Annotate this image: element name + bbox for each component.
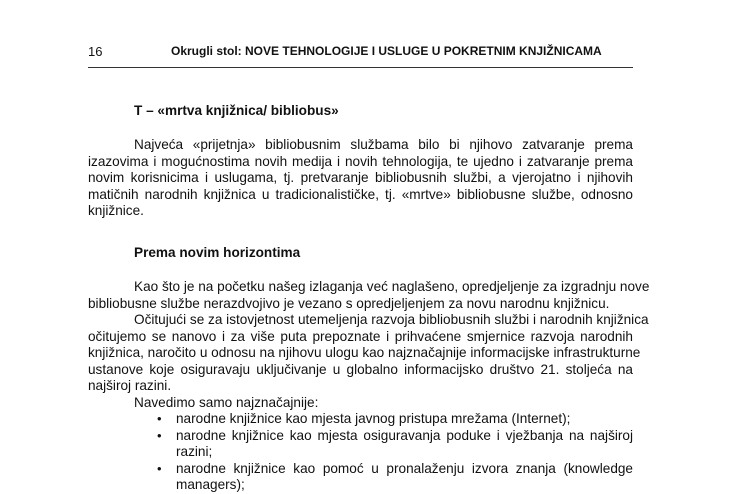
text-line: matičnih narodnih knjižnica u tradicionalističke, tj. «mrtve» bibliobusne službe, odnosno [88, 186, 633, 202]
list-item-text: razini; [176, 444, 213, 460]
list-item-text: managers); [176, 477, 245, 493]
text-line: Očitujući se za istovjetnost utemeljenja razvoja bibliobusnih službi i narodnih knjižnica [134, 312, 649, 327]
section-heading-novi-horizonti: Prema novim horizontima [134, 245, 301, 260]
bullet-icon: • [157, 411, 162, 426]
bullet-list [157, 405, 633, 494]
running-header-title: NOVE TEHNOLOGIJE I USLUGE U POKRETNIM KNJIŽNICAMA [245, 44, 602, 58]
list-item-text: narodne knjižnice kao mjesta osiguravanja poduke i vježbanja na najširoj [176, 427, 633, 443]
text-line: najširoj razini. [88, 378, 172, 394]
text-line: Najveća «prijetnja» bibliobusnim službama bilo bi njihovo zatvaranje prema [134, 137, 633, 152]
text-line: očitujemo se nanovo i za više puta prepoznate i prihvaćene smjernice razvoja narodnih [88, 328, 633, 344]
paragraph-intro [88, 279, 650, 312]
running-header [171, 44, 602, 58]
header-divider [88, 67, 633, 68]
list-item [157, 428, 633, 461]
list-item-text: narodne knjižnice kao mjesta javnog pristupa mrežama (Internet); [176, 411, 571, 426]
list-item [157, 461, 633, 494]
page-number: 16 [88, 44, 103, 59]
section-heading-mrtva-knjiznica: T – «mrtva knjižnica/ bibliobus» [134, 103, 339, 118]
paragraph-guidelines [88, 312, 649, 395]
text-line: ustanove koje osiguravaju uključivanje u globalno informacijsko društvo 21. stoljeća na [88, 361, 633, 377]
bullet-icon: • [157, 427, 162, 443]
text-line: izazovima i mogućnostima novih medija i novih tehnologija, te ujedno i zatvaranje prema [88, 153, 633, 169]
list-item-text: narodne knjižnice kao pomoć u pronalaženju izvora znanja (knowledge [176, 460, 633, 476]
text-line: bibliobusne službe nerazdvojivo je vezano s opredjeljenjem za novu narodnu knjižnicu. [88, 295, 610, 311]
text-line: Kao što je na početku našeg izlaganja već naglašeno, opredjeljenje za izgradnju nove [134, 279, 650, 294]
paragraph-threat [88, 137, 633, 220]
list-item [157, 411, 633, 428]
text-line: novim korisnicima i uslugama, tj. pretvaranje bibliobusnih službi, a vjerojatno i njihovih [88, 170, 633, 186]
text-line: knjižnice. [88, 203, 144, 219]
running-header-prefix: Okrugli stol: [171, 44, 246, 58]
text-line: Navedimo samo najznačajnije: [134, 395, 319, 410]
bullet-icon: • [157, 460, 162, 476]
text-line: knjižnica, naročito u odnosu na njihovu ulogu kao najznačajnije informacijske infrastrukturne [88, 345, 641, 361]
